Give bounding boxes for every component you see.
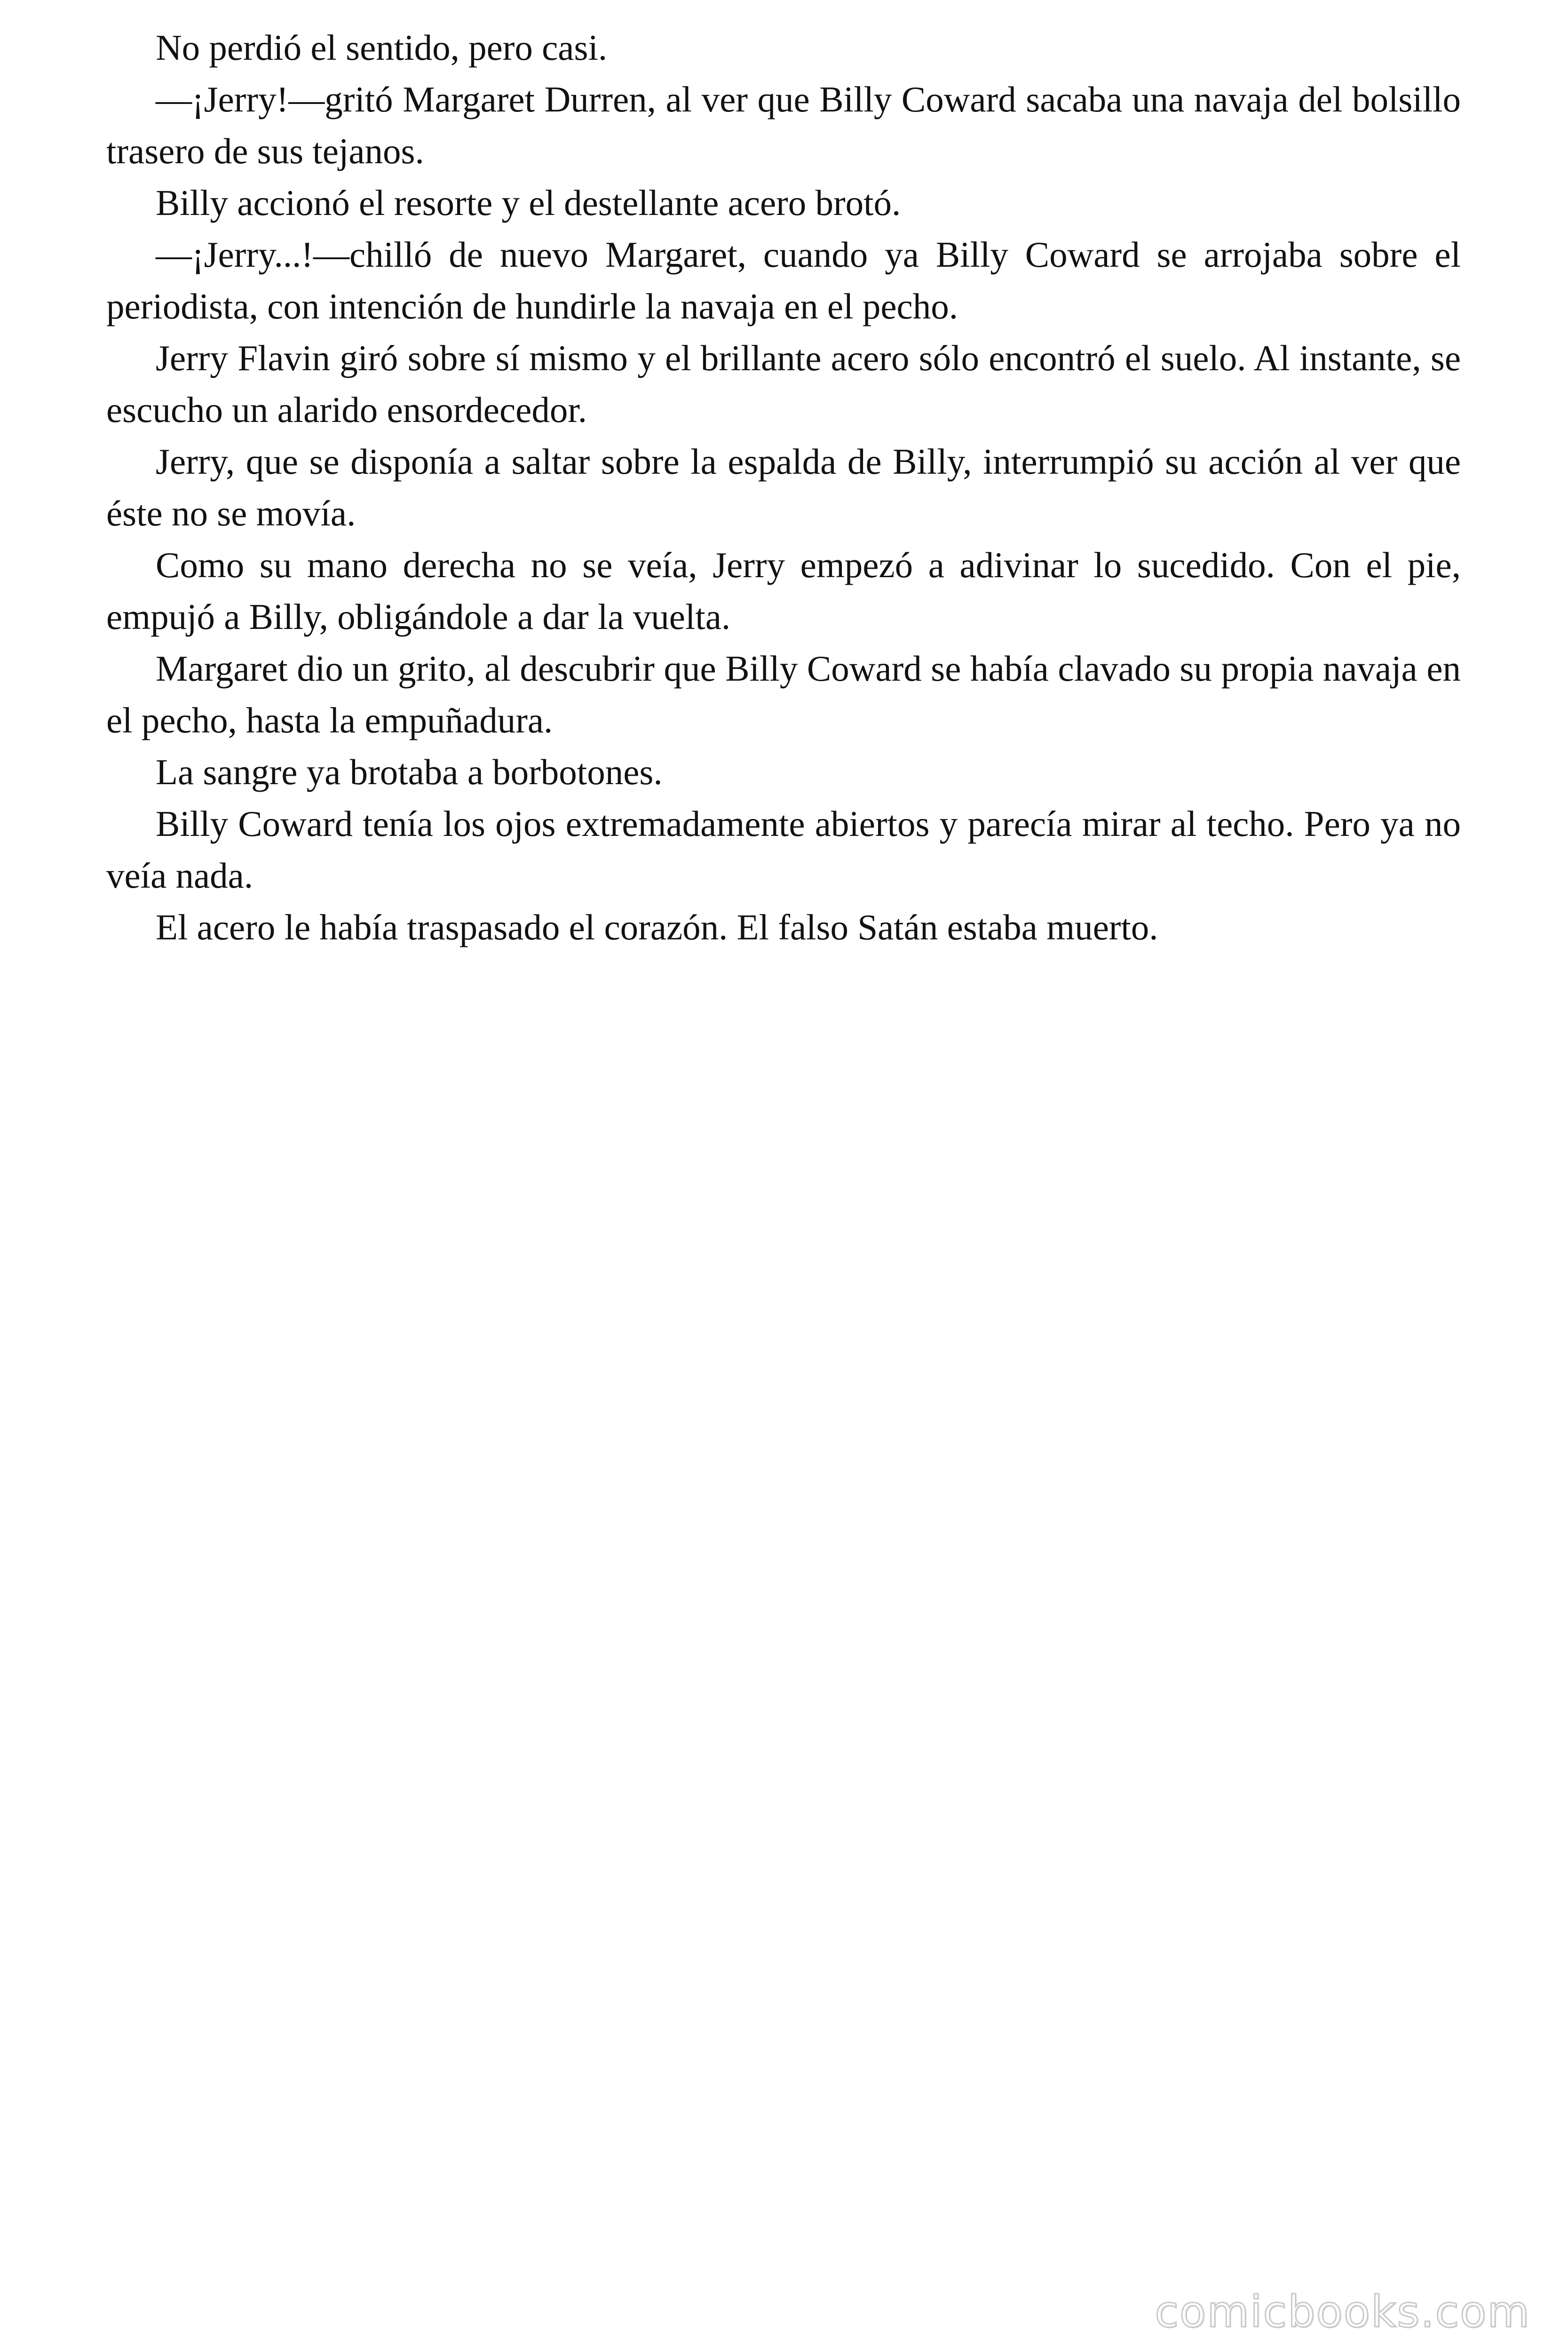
paragraph-1: No perdió el sentido, pero casi. bbox=[156, 27, 608, 68]
paragraph-7: Como su mano derecha no se veía, Jerry empezó a adivinar lo sucedido. Con el pie, empujó a Billy, obligándole a dar la vuelta. bbox=[106, 545, 1461, 637]
paragraph-10: Billy Coward tenía los ojos extremadamente abiertos y parecía mirar al techo. Pero ya no veía nada. bbox=[106, 803, 1461, 896]
paragraph-9: La sangre ya brotaba a borbotones. bbox=[156, 752, 663, 792]
paragraph-2: —¡Jerry!—gritó Margaret Durren, al ver que Billy Coward sacaba una navaja del bolsillo trasero de sus tejanos. bbox=[106, 79, 1461, 171]
paragraph-5: Jerry Flavin giró sobre sí mismo y el brillante acero sólo encontró el suelo. Al instante, se escucho un alarido ensordecedor. bbox=[106, 338, 1461, 430]
watermark-logo: comicbooks.com bbox=[1155, 2287, 1530, 2337]
body-text bbox=[106, 22, 1461, 953]
paragraph-6: Jerry, que se disponía a saltar sobre la espalda de Billy, interrumpió su acción al ver que éste no se movía. bbox=[106, 441, 1461, 533]
paragraph-11: El acero le había traspasado el corazón. El falso Satán estaba muerto. bbox=[156, 907, 1158, 947]
paragraph-4: —¡Jerry...!—chilló de nuevo Margaret, cuando ya Billy Coward se arrojaba sobre el periodista, con intención de hundirle la navaja en el pecho. bbox=[106, 234, 1461, 326]
paragraph-8: Margaret dio un grito, al descubrir que Billy Coward se había clavado su propia navaja en el pecho, hasta la empuñadura. bbox=[106, 648, 1461, 740]
paragraph-3: Billy accionó el resorte y el destellante acero brotó. bbox=[156, 183, 901, 223]
